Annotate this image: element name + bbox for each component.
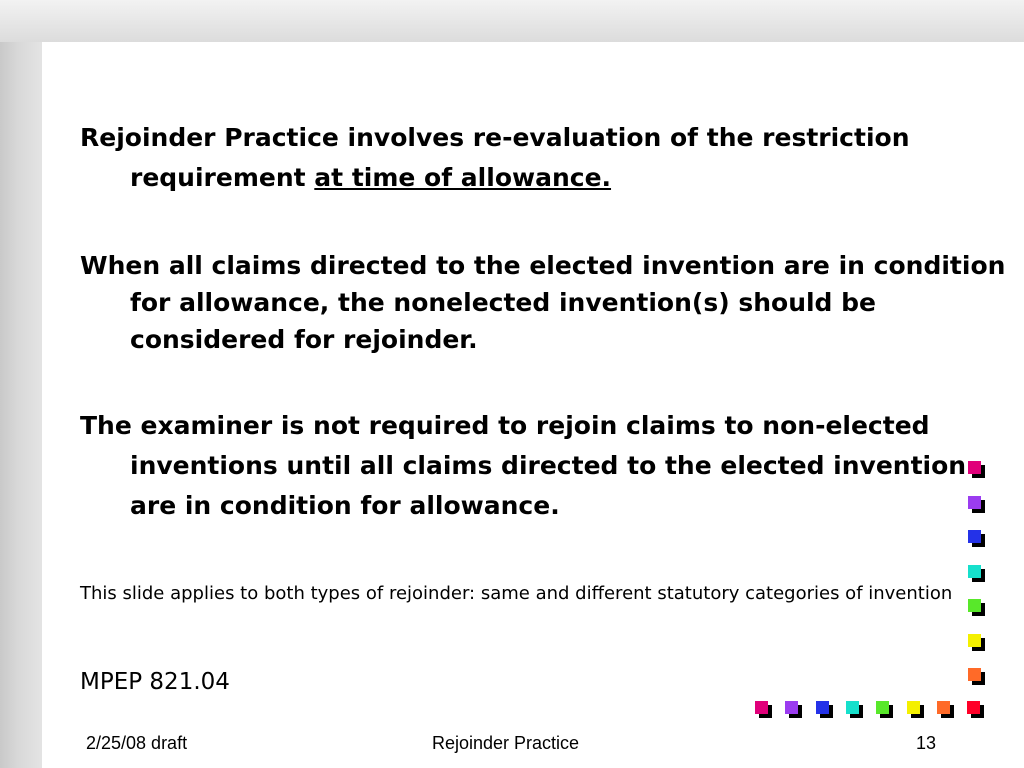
decor-square [907,701,920,714]
footer-page-number: 13 [916,733,937,753]
decor-square [968,461,981,474]
decor-square [968,530,981,543]
decor-square [816,701,829,714]
decor-square [967,701,980,714]
decor-square [937,701,950,714]
paragraph-1 [80,118,1010,198]
paragraph-3: The examiner is not required to rejoin claims to non-elected inventions until all claims directed to the elected invention are in condition for allowance. [80,411,967,520]
mpep-reference: MPEP 821.04 [80,669,230,695]
paragraph-2: When all claims directed to the elected invention are in condition for allowance, the nonelected invention(s) should be considered for rejoinder. [80,251,1006,354]
decor-square [968,634,981,647]
paragraph-1-text: Rejoinder Practice involves re-evaluation of the restriction requirement [80,123,910,192]
decor-square [846,701,859,714]
decor-square [968,496,981,509]
decor-square [876,701,889,714]
decor-square [968,668,981,681]
decor-square [968,599,981,612]
decor-square [968,565,981,578]
decor-square [755,701,768,714]
footer-title: Rejoinder Practice [432,733,580,753]
footer-date: 2/25/08 draft [86,733,188,753]
top-shade [0,0,1024,42]
paragraph-1-underlined: at time of allowance. [314,163,612,192]
paragraph-4: This slide applies to both types of rejoinder: same and different statutory categories of invention [80,583,953,604]
decor-square [785,701,798,714]
